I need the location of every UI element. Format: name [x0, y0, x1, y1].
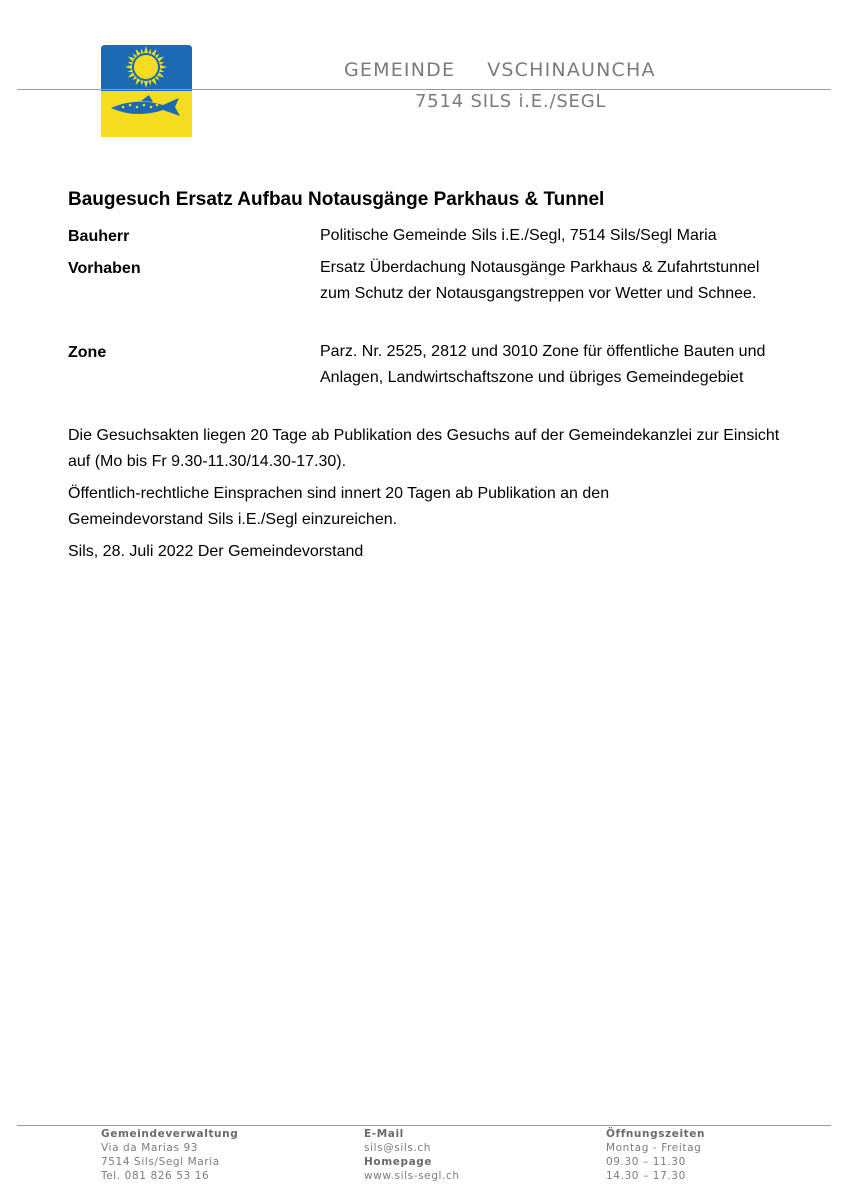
header-name: VSCHINAUNCHA [487, 59, 656, 81]
footer-opening-hours [606, 1127, 705, 1183]
label-zone: Zone [68, 344, 107, 361]
notice-title: Baugesuch Ersatz Aufbau Notausgänge Parkhaus & Tunnel [68, 189, 605, 210]
footer-contact [364, 1127, 460, 1183]
footer-phone: Tel. 081 826 53 16 [101, 1170, 210, 1182]
footer-hours-afternoon: 14.30 – 17.30 [606, 1170, 686, 1182]
paragraph-inspection: Die Gesuchsakten liegen 20 Tage ab Publikation des Gesuchs auf der Gemeindekanzlei zur Einsicht auf (Mo bis Fr 9.30-11.30/14.30-17.30). [68, 427, 780, 470]
label-vorhaben: Vorhaben [68, 260, 141, 277]
footer-hours-heading: Öffnungszeiten [606, 1128, 706, 1140]
footer-administration [101, 1127, 238, 1183]
header-municipality-name [344, 59, 656, 81]
footer-homepage-heading: Homepage [364, 1156, 433, 1168]
footer-divider [17, 1125, 831, 1126]
coat-of-arms-logo [101, 45, 192, 137]
label-bauherr: Bauherr [68, 228, 130, 245]
footer-homepage[interactable]: www.sils-segl.ch [364, 1170, 460, 1182]
value-vorhaben: Ersatz Überdachung Notausgänge Parkhaus & Zufahrtstunnel zum Schutz der Notausgangstreppen vor Wetter und Schnee. [320, 259, 760, 302]
footer-administration-heading: Gemeindeverwaltung [101, 1128, 239, 1140]
footer-city: 7514 Sils/Segl Maria [101, 1156, 220, 1168]
header-divider [17, 89, 831, 90]
header-gemeinde: GEMEINDE [344, 59, 456, 81]
footer-street: Via da Marias 93 [101, 1142, 199, 1154]
paragraph-signature: Sils, 28. Juli 2022 Der Gemeindevorstand [68, 543, 364, 560]
value-bauherr: Politische Gemeinde Sils i.E./Segl, 7514 Sils/Segl Maria [320, 227, 717, 244]
footer-email-heading: E-Mail [364, 1128, 404, 1140]
header-address: 7514 SILS i.E./SEGL [415, 91, 607, 112]
footer-days: Montag - Freitag [606, 1142, 702, 1154]
footer-email[interactable]: sils@sils.ch [364, 1142, 432, 1154]
paragraph-objection: Öffentlich-rechtliche Einsprachen sind innert 20 Tagen ab Publikation an den Gemeindevorstand Sils i.E./Segl einzureichen. [68, 485, 610, 528]
value-zone: Parz. Nr. 2525, 2812 und 3010 Zone für öffentliche Bauten und Anlagen, Landwirtschaftszone und übriges Gemeindegebiet [320, 343, 766, 386]
footer-hours-morning: 09.30 – 11.30 [606, 1156, 686, 1168]
